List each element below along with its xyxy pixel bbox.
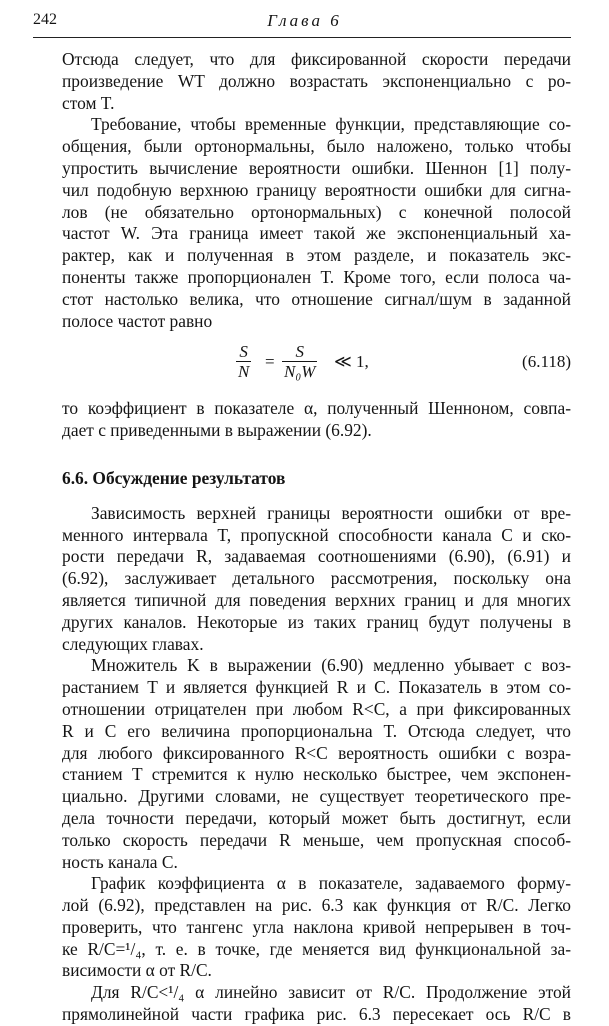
text-line: станием T стремится к нулю несколько быстрее, чем экспонен-: [62, 764, 571, 785]
text-line: чил подобную верхнюю границу вероятности ошибки для сигна-: [62, 179, 571, 200]
fraction-denominator: N₀W: [284, 362, 316, 382]
text-line: дела точности передачи, который может быть достигнут, если: [62, 807, 571, 828]
text-line: стот настолько велика, что отношение сигнал/шум в заданной: [62, 288, 571, 309]
text-line: Множитель K в выражении (6.90) медленно убывает с воз-: [91, 655, 571, 676]
text-line: ность канала C.: [62, 851, 178, 872]
text-line: дает с приведенными в выражении (6.92).: [62, 420, 372, 441]
text-line: отношении отрицателен при любом R<C, а при фиксированных: [62, 698, 571, 719]
equation-6-118: [62, 340, 571, 398]
text-line: только скорость передачи R меньше, чем пропускная способ-: [62, 829, 571, 850]
text-line: проверить, что тангенс угла наклона кривой непрерывен в точ-: [62, 916, 571, 937]
text-line: ке R/C=¹/₄, т. е. в точке, где меняется вид функциональной за-: [62, 938, 571, 959]
text-line: висимости α от R/C.: [62, 960, 212, 981]
text-line: других каналов. Некоторые из таких границ будут получены в: [62, 611, 571, 632]
text-line: Требование, чтобы временные функции, представляющие со-: [91, 114, 571, 135]
text-line: лов (не обязательно ортонормальных) с конечной полосой: [62, 201, 571, 222]
equals-sign: =: [265, 352, 275, 372]
paragraph: [62, 655, 571, 873]
section-heading: 6.6. Обсуждение результатов: [62, 467, 286, 488]
paragraph: [62, 873, 571, 982]
text-line: произведение WT должно возрастать экспоненциально с ро-: [62, 70, 571, 91]
text-line: Отсюда следует, что для фиксированной скорости передачи: [62, 49, 571, 69]
text-line: Для R/C<¹/₄ α линейно зависит от R/C. Продолжение этой: [91, 982, 571, 1003]
text-line: График коэффициента α в показателе, задаваемого форму-: [91, 873, 571, 894]
fraction-numerator: S: [239, 342, 248, 362]
text-line: лой (6.92), представлен на рис. 6.3 как функция от R/C. Легко: [62, 895, 571, 916]
text-line: R и C его величина пропорциональна T. Отсюда следует, что: [62, 720, 571, 741]
text-after-formula: [62, 398, 571, 442]
fraction-numerator: S: [295, 342, 304, 362]
text-line: полосе частот равно: [62, 310, 213, 331]
header-rule: [33, 37, 571, 38]
text-line: следующих главах.: [62, 633, 204, 654]
text-line: циально. Другими словами, не существует теоретического пре-: [62, 786, 571, 807]
paragraphs-after-heading: [62, 503, 571, 1026]
running-header: [0, 0, 609, 40]
page-number: 242: [33, 11, 57, 28]
paragraph: [62, 49, 571, 114]
text-line: рактер, как и полученная в этом разделе, и показатель экс-: [62, 245, 571, 266]
text-line: упростить вычисление вероятности ошибки. Шеннон [1] полу-: [62, 157, 571, 178]
text-line: (6.92), заслуживает детального рассмотрения, поскольку она: [62, 568, 571, 589]
much-less-than-one: ≪ 1,: [334, 352, 369, 372]
text-line: менного интервала T, пропускной способности канала C и ско-: [62, 524, 571, 545]
text-line: частот W. Эта граница имеет такой же экспоненциальный ха-: [62, 223, 571, 244]
text-line: растанием T и является функцией R и C. Показатель в этом со-: [62, 677, 571, 698]
fraction-s-over-n: [236, 342, 251, 382]
text-line: Зависимость верхней границы вероятности ошибки от вре-: [91, 502, 571, 523]
equation-number: (6.118): [522, 352, 571, 372]
text-line: для любого фиксированного R<C вероятность ошибки с возра-: [62, 742, 571, 763]
fraction-s-over-n0w: [282, 342, 317, 382]
paragraph: [62, 503, 571, 656]
text-line: общения, были ортонормальны, было наложено, только чтобы: [62, 136, 571, 157]
text-line: рости передачи R, задаваемая соотношениями (6.90), (6.91) и: [62, 546, 571, 567]
text-line: является типичной для поведения верхних границ и для многих: [62, 589, 571, 610]
text-line: поненты также пропорционален T. Кроме того, если полоса ча-: [62, 266, 571, 287]
text-line: то коэффициент в показателе α, полученный Шенноном, совпа-: [62, 398, 571, 419]
chapter-title: Глава 6: [267, 11, 342, 30]
text-line: стом T.: [62, 92, 115, 113]
text-line: прямолинейной части графика рис. 6.3 пересекает ось R/C в: [62, 1004, 571, 1025]
paragraph: [62, 114, 571, 332]
fraction-denominator: N: [238, 362, 250, 382]
paragraph: [62, 982, 571, 1026]
text-body: [62, 49, 571, 1026]
paragraphs-before-formula: [62, 49, 571, 332]
